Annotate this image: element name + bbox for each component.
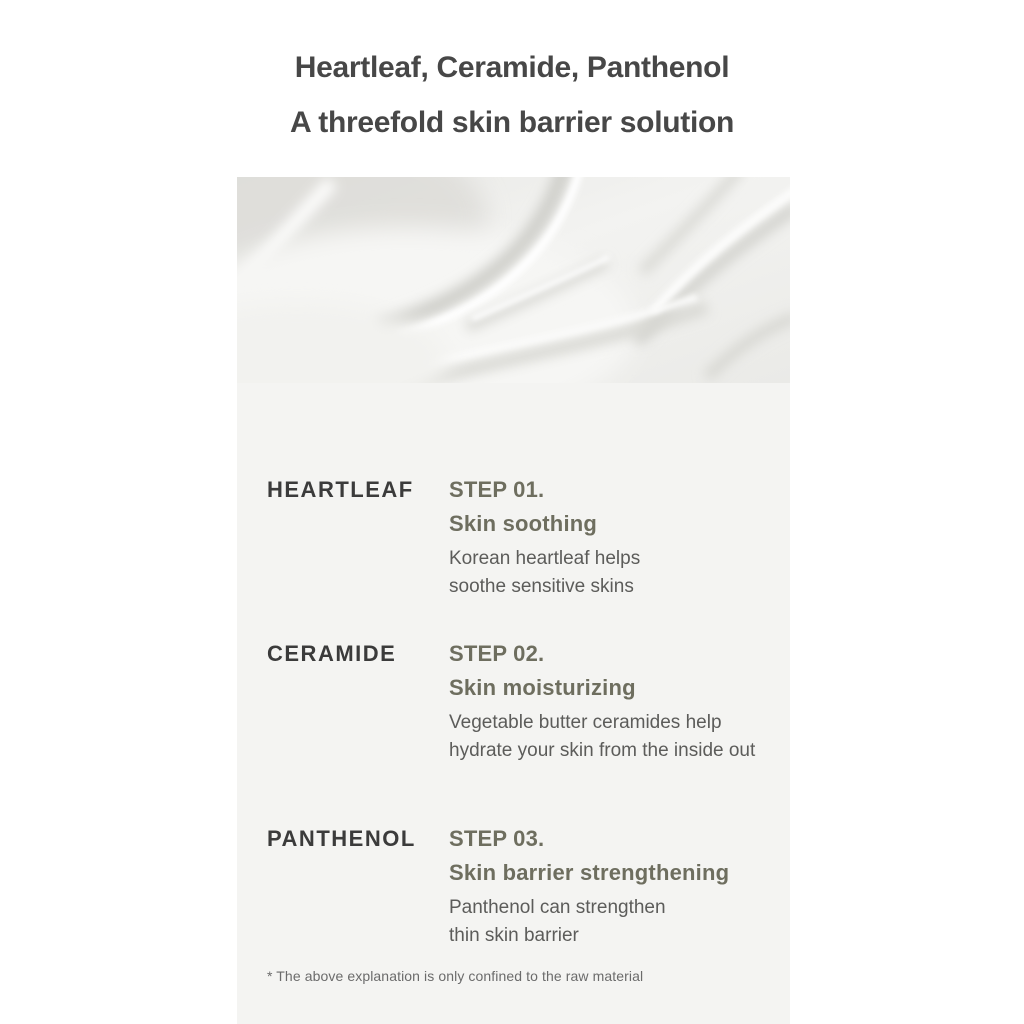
step-description-3-line2: thin skin barrier	[449, 925, 579, 946]
page-title	[0, 40, 1024, 150]
page-title-line2: A threefold skin barrier solution	[289, 106, 735, 139]
step-content-2	[449, 637, 789, 765]
cream-texture-image	[237, 177, 790, 383]
step-description-3-line1: Panthenol can strengthen	[449, 897, 666, 918]
footnote: * The above explanation is only confined to the raw material	[267, 968, 644, 984]
ingredient-label-panthenol: PANTHENOL	[267, 826, 416, 851]
step-row-panthenol	[267, 822, 789, 950]
step-description-3	[449, 894, 789, 950]
step-description-1-line2: soothe sensitive skins	[449, 576, 634, 597]
step-description-1	[449, 545, 789, 601]
step-row-heartleaf	[267, 473, 789, 601]
ingredients-panel	[237, 383, 790, 1024]
step-title-3: Skin barrier strengthening	[449, 860, 730, 885]
step-number-3: STEP 03.	[449, 826, 545, 851]
step-title-1: Skin soothing	[449, 511, 598, 536]
step-row-ceramide	[267, 637, 789, 765]
step-description-1-line1: Korean heartleaf helps	[449, 548, 641, 569]
step-content-1	[449, 473, 789, 601]
step-number-1: STEP 01.	[449, 477, 545, 502]
ingredient-label-heartleaf: HEARTLEAF	[267, 477, 414, 502]
page-title-line1: Heartleaf, Ceramide, Panthenol	[294, 51, 730, 84]
ingredient-label-ceramide: CERAMIDE	[267, 641, 397, 666]
step-title-2: Skin moisturizing	[449, 675, 636, 700]
step-description-2-line1: Vegetable butter ceramides help	[449, 712, 722, 733]
step-number-2: STEP 02.	[449, 641, 545, 666]
step-description-2	[449, 709, 789, 765]
step-description-2-line2: hydrate your skin from the inside out	[449, 740, 756, 761]
step-content-3	[449, 822, 789, 950]
